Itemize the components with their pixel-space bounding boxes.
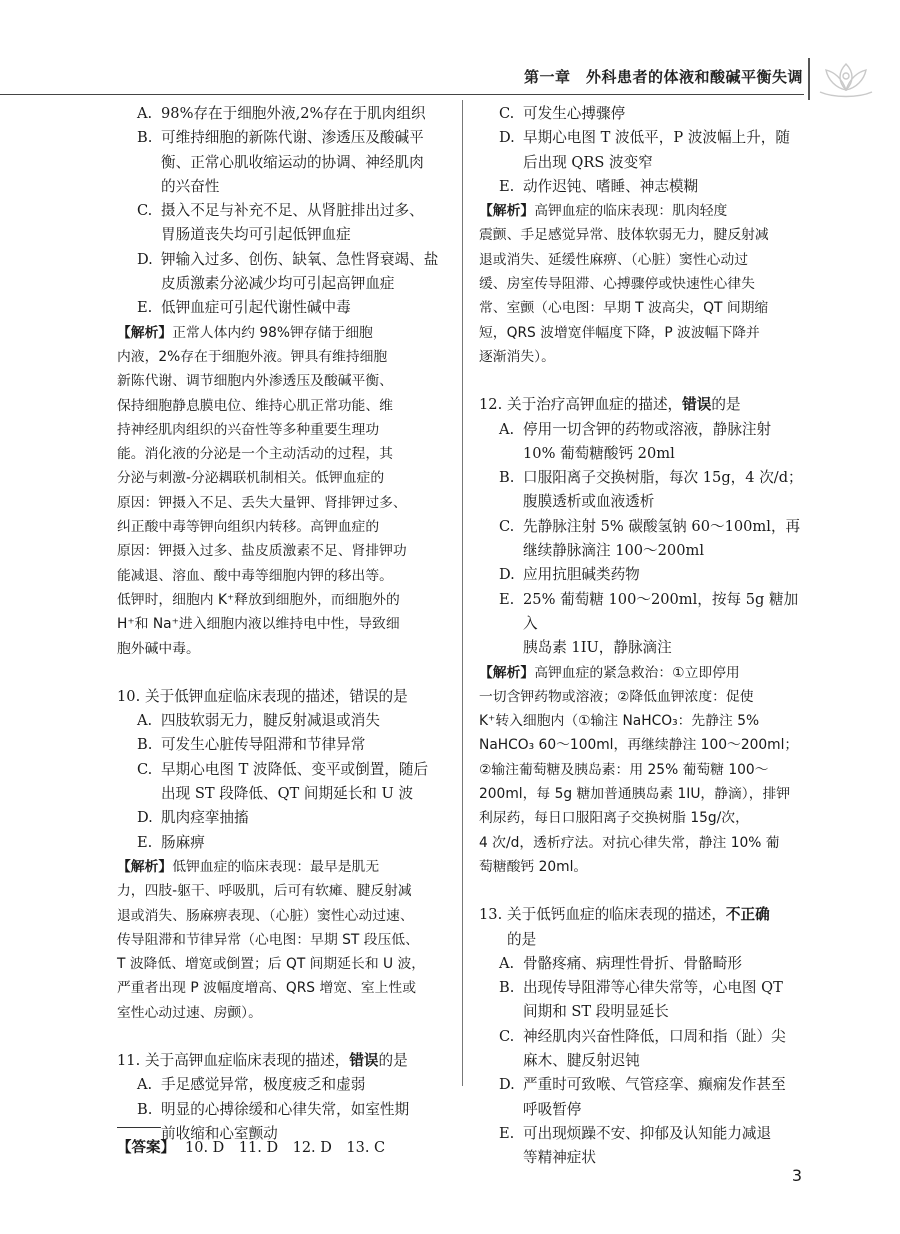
option-label: A. — [137, 105, 153, 122]
answer-option — [137, 709, 455, 733]
option-label: A. — [137, 712, 153, 730]
question-text-end: 的是 — [711, 396, 741, 414]
answer-option — [137, 733, 455, 757]
answer-option — [499, 126, 807, 150]
explanation-line: 原因：钾摄入过多、盐皮质激素不足、肾排钾功 — [117, 543, 407, 560]
right-column — [479, 102, 807, 1170]
option-text: 停用一切含钾的药物或溶液，静脉注射 — [523, 420, 772, 438]
option-text-continued: 的兴奋性 — [161, 177, 220, 195]
answer-key-values: 10. D 11. D 12. D 13. C — [185, 1140, 386, 1156]
explanation-line: 能减退、溶血、酸中毒等细胞内钾的移出等。 — [117, 567, 393, 584]
option-label: B. — [137, 736, 153, 754]
option-label: D. — [499, 566, 515, 584]
explanation-line: 分泌与刺激-分泌耦联机制相关。低钾血症的 — [117, 470, 385, 487]
option-text-continued: 前收缩和心室颤动 — [161, 1124, 278, 1142]
option-label: C. — [137, 202, 153, 220]
option-text: 可出现烦躁不安、抑郁及认知能力减退 — [523, 1124, 772, 1142]
explanation-text — [117, 859, 425, 1021]
question-11-stem — [117, 1049, 455, 1073]
option-text: 口服阳离子交换树脂，每次 15g，4 次/d； — [523, 469, 803, 487]
question-10-explanation — [117, 855, 455, 1025]
option-text-continued: 间期和 ST 段明显延长 — [523, 1003, 669, 1021]
explanation-line: 逐渐消失）。 — [479, 348, 555, 365]
answer-option — [499, 976, 807, 1000]
explanation-line: 力，四肢-躯干、呼吸肌，后可有软瘫、腱反射减 — [117, 883, 412, 900]
explanation-line: K⁺转入细胞内（①输注 NaHCO₃：先静注 5% — [479, 713, 760, 730]
page-header — [0, 58, 900, 94]
answer-option — [137, 806, 455, 830]
option-text: 早期心电图 T 波降低、变平或倒置，随后 — [161, 760, 429, 778]
option-text: 应用抗胆碱类药物 — [523, 566, 640, 584]
explanation-tag: 【解析】 — [117, 858, 173, 875]
option-text: 严重时可致喉、气管痉挛、癫痫发作甚至 — [523, 1076, 786, 1094]
page-number: 3 — [791, 1166, 802, 1185]
question-11-options-continued — [479, 102, 807, 199]
option-label: C. — [499, 105, 515, 122]
question-13-options — [479, 952, 807, 1171]
explanation-line: 持神经肌肉组织的兴奋性等多种重要生理功 — [117, 421, 380, 438]
question-emphasis: 不正确 — [725, 906, 770, 924]
question-12-explanation — [479, 661, 807, 880]
option-text-continued: 等精神症状 — [523, 1149, 596, 1167]
explanation-line: 常、室颤（心电图：早期 T 波高尖，QT 间期缩 — [479, 300, 769, 317]
explanation-line: 严重者出现 P 波幅度增高、QRS 增宽、室上性或 — [117, 980, 417, 997]
answer-option — [499, 588, 807, 637]
answer-option — [499, 466, 807, 490]
lotus-logo-icon — [814, 58, 878, 102]
question-11-explanation — [479, 199, 807, 369]
explanation-line: T 波降低、增宽或倒置；后 QT 间期延长和 U 波， — [117, 956, 426, 973]
option-text: 25% 葡萄糖 100～200ml，按每 5g 糖加入 — [523, 590, 799, 632]
option-text-continued: 胃肠道丧失均可引起低钾血症 — [161, 226, 351, 244]
option-text-continued: 呼吸暂停 — [523, 1100, 582, 1118]
explanation-line: 退或消失、肠麻痹表现、（心脏）窦性心动过速、 — [117, 907, 414, 924]
option-text: 手足感觉异常，极度疲乏和虚弱 — [161, 1076, 366, 1094]
option-text-continued: 衡、正常心肌收缩运动的协调、神经肌肉 — [161, 153, 424, 171]
question-emphasis: 错误 — [349, 1051, 379, 1069]
answer-option — [499, 102, 807, 126]
explanation-text — [479, 665, 798, 875]
explanation-line: 一切含钾药物或溶液；②降低血钾浓度：促使 — [479, 688, 754, 705]
option-text-continued: 出现 ST 段降低、QT 间期延长和 U 波 — [161, 785, 414, 803]
option-label: C. — [499, 1027, 515, 1045]
chapter-title: 第一章 外科患者的体液和酸碱平衡失调 — [523, 68, 803, 86]
option-text: 98%存在于细胞外液,2%存在于肌肉组织 — [161, 105, 426, 122]
question-number: 12. — [479, 396, 503, 414]
answer-option — [137, 1073, 455, 1097]
question-text-end: 的是 — [378, 1051, 408, 1069]
question-12-options — [479, 418, 807, 661]
option-text-continued: 继续静脉滴注 100～200ml — [523, 542, 705, 560]
explanation-tag: 【解析】 — [479, 664, 535, 681]
option-text: 摄入不足与补充不足、从肾脏排出过多、 — [161, 202, 424, 220]
answer-option — [137, 248, 455, 272]
option-text-continued: 腹膜透析或血液透析 — [523, 493, 655, 511]
column-divider — [462, 100, 463, 1086]
answer-option — [137, 199, 455, 223]
answer-key-tag: 【答案】 — [117, 1139, 175, 1156]
option-label: A. — [499, 420, 515, 438]
explanation-line: 利尿药，每日口服阳离子交换树脂 15g/次， — [479, 810, 749, 827]
option-text: 肌肉痉挛抽搐 — [161, 809, 249, 827]
answer-option — [499, 1025, 807, 1049]
question-text-end: 的是 — [507, 930, 537, 948]
answer-option — [499, 1122, 807, 1146]
question-13-stem — [479, 903, 807, 952]
question-number: 10. — [117, 687, 141, 705]
option-text: 早期心电图 T 波低平，P 波波幅上升，随 — [523, 129, 790, 147]
explanation-line: 原因：钾摄入不足、丢失大量钾、肾排钾过多、 — [117, 494, 407, 511]
option-label: B. — [137, 129, 153, 147]
option-text: 肠麻痹 — [161, 833, 205, 851]
answer-option — [137, 102, 455, 126]
option-label: E. — [137, 299, 153, 317]
question-12-stem — [479, 393, 807, 417]
question-10-options — [117, 709, 455, 855]
option-label: D. — [499, 1076, 515, 1094]
option-text-continued: 皮质激素分泌减少均可引起高钾血症 — [161, 275, 395, 293]
explanation-line: 萄糖酸钙 20ml。 — [479, 858, 588, 875]
answer-option — [499, 563, 807, 587]
explanation-line: 低钾血症的临床表现：最早是肌无 — [172, 858, 380, 875]
explanation-text — [479, 203, 769, 365]
option-text: 先静脉注射 5% 碳酸氢钠 60～100ml，再 — [523, 517, 801, 535]
option-text-continued: 麻木、腱反射迟钝 — [523, 1051, 640, 1069]
option-text: 四肢软弱无力，腱反射减退或消失 — [161, 712, 380, 730]
question-number: 11. — [117, 1051, 141, 1069]
option-text: 可发生心搏骤停 — [523, 105, 626, 122]
answer-option — [499, 952, 807, 976]
question-text: 关于治疗高钾血症的描述， — [507, 396, 683, 414]
option-text: 可维持细胞的新陈代谢、渗透压及酸碱平 — [161, 129, 424, 147]
answer-option — [137, 1098, 455, 1122]
option-text: 钾输入过多、创伤、缺氧、急性肾衰竭、盐 — [161, 250, 439, 268]
explanation-line: 退或消失、延缓性麻痹、（心脏）窦性心动过 — [479, 251, 749, 268]
explanation-line: 低钾时，细胞内 K⁺释放到细胞外，而细胞外的 — [117, 591, 400, 608]
option-label: C. — [137, 760, 153, 778]
option-label: A. — [137, 1076, 153, 1094]
footnote-rule — [117, 1127, 161, 1128]
question-9-explanation — [117, 321, 455, 661]
option-text: 神经肌肉兴奋性降低，口周和指（趾）尖 — [523, 1027, 786, 1045]
explanation-line: ②输注葡萄糖及胰岛素：用 25% 葡萄糖 100～ — [479, 761, 769, 778]
question-emphasis: 错误 — [682, 396, 712, 414]
header-rule — [0, 94, 804, 95]
option-label: D. — [137, 809, 153, 827]
option-label: E. — [499, 177, 515, 195]
question-text: 关于低钙血症的临床表现的描述， — [507, 906, 726, 924]
option-label: C. — [499, 517, 515, 535]
option-text: 明显的心搏徐缓和心律失常，如室性期 — [161, 1100, 410, 1118]
question-text: 关于高钾血症临床表现的描述， — [145, 1051, 350, 1069]
option-label: E. — [499, 590, 515, 608]
explanation-line: 200ml，每 5g 糖加普通胰岛素 1IU，静滴），排钾 — [479, 786, 791, 803]
option-text-continued: 胰岛素 1IU，静脉滴注 — [523, 639, 672, 657]
option-text: 动作迟钝、嗜睡、神志模糊 — [523, 177, 699, 195]
explanation-tag: 【解析】 — [117, 324, 173, 341]
explanation-line: NaHCO₃ 60～100ml，再继续静注 100～200ml； — [479, 737, 799, 754]
question-number: 13. — [479, 906, 503, 924]
question-10-stem — [117, 685, 455, 709]
explanation-line: 室性心动过速、房颤）。 — [117, 1004, 262, 1021]
answer-option — [499, 515, 807, 539]
header-divider — [808, 58, 810, 100]
explanation-line: 内液，2%存在于细胞外液。钾具有维持细胞 — [117, 348, 388, 365]
explanation-line: 传导阻滞和节律异常（心电图：早期 ST 段压低、 — [117, 931, 419, 948]
option-text-continued: 后出现 QRS 波变窄 — [523, 153, 653, 171]
explanation-line: 纠正酸中毒等钾向组织内转移。高钾血症的 — [117, 519, 380, 536]
option-text: 低钾血症可引起代谢性碱中毒 — [161, 299, 351, 317]
explanation-line: H⁺和 Na⁺进入细胞内液以维持电中性，导致细 — [117, 616, 400, 633]
option-text: 可发生心脏传导阻滞和节律异常 — [161, 736, 366, 754]
answer-option — [137, 758, 455, 782]
option-text: 骨骼疼痛、病理性骨折、骨骼畸形 — [523, 954, 742, 972]
option-label: B. — [137, 1100, 153, 1118]
explanation-line: 震颤、手足感觉异常、肢体软弱无力，腱反射减 — [479, 227, 769, 244]
answer-option — [499, 418, 807, 442]
option-label: B. — [499, 979, 515, 997]
answer-option — [137, 126, 455, 150]
question-text: 关于低钾血症临床表现的描述，错误的是 — [145, 687, 408, 705]
option-label: A. — [499, 954, 515, 972]
option-label: D. — [499, 129, 515, 147]
option-label: E. — [137, 833, 153, 851]
explanation-line: 能。消化液的分泌是一个主动活动的过程，其 — [117, 446, 393, 463]
explanation-line: 正常人体内约 98%钾存储于细胞 — [172, 324, 373, 341]
explanation-text — [117, 325, 407, 657]
option-label: E. — [499, 1124, 515, 1142]
explanation-line: 缓、房室传导阻滞、心搏骤停或快速性心律失 — [479, 276, 755, 293]
answer-option — [499, 175, 807, 199]
explanation-line: 高钾血症的临床表现：肌肉轻度 — [534, 203, 728, 220]
explanation-line: 胞外碱中毒。 — [117, 640, 200, 657]
answer-option — [499, 1073, 807, 1097]
answer-key — [117, 1136, 385, 1157]
explanation-line: 保持细胞静息膜电位、维持心肌正常功能、维 — [117, 397, 393, 414]
answer-option — [137, 296, 455, 320]
explanation-line: 短，QRS 波增宽伴幅度下降，P 波波幅下降并 — [479, 324, 760, 341]
option-text: 出现传导阻滞等心律失常等，心电图 QT — [523, 979, 783, 997]
answer-option — [137, 831, 455, 855]
explanation-line: 新陈代谢、调节细胞内外渗透压及酸碱平衡、 — [117, 373, 393, 390]
explanation-tag: 【解析】 — [479, 203, 535, 220]
explanation-line: 高钾血症的紧急救治：①立即停用 — [534, 664, 740, 681]
option-label: D. — [137, 250, 153, 268]
option-text-continued: 10% 葡萄糖酸钙 20ml — [523, 444, 675, 462]
left-column — [117, 102, 455, 1146]
option-label: B. — [499, 469, 515, 487]
question-9-options — [117, 102, 455, 321]
explanation-line: 4 次/d，透析疗法。对抗心律失常，静注 10% 葡 — [479, 834, 780, 851]
